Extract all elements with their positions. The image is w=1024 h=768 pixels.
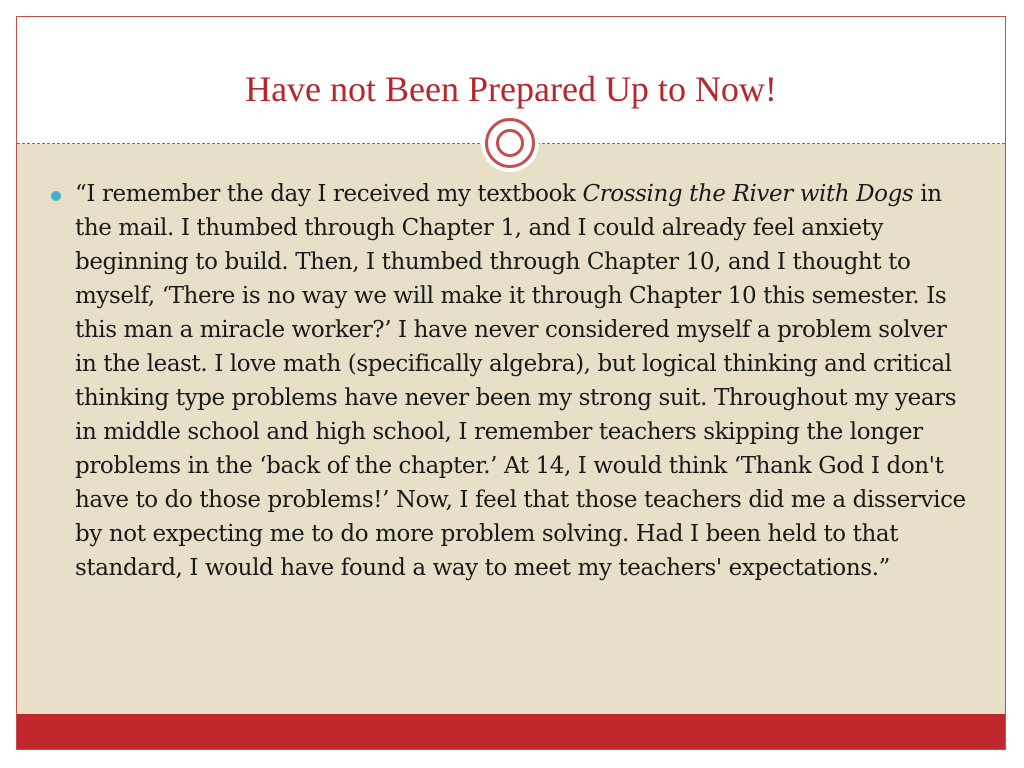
quote-text [75, 177, 970, 585]
slide-title: Have not Been Prepared Up to Now! [245, 69, 777, 109]
footer-bar [17, 714, 1005, 749]
ring-ornament-icon [485, 118, 535, 168]
bullet-dot-icon [51, 191, 61, 201]
quote-part-2: in the mail. I thumbed through Chapter 1, and I could already feel anxiety beginning to build. Then, I thumbed through Chapter 10, and I thought to myself, ‘There is no way we will make it through Chapter 10 this semester. Is this man a miracle worker?’ I have never considered myself a problem solver in the least. I love math (specifically algebra), but logical thinking and critical thinking type problems have never been my strong suit. Throughout my years in middle school and high school, I remember teachers skipping the longer problems in the ‘back of the chapter.’ At 14, I would think ‘Thank God I don't have to do those problems!’ Now, I feel that those teachers did me a disservice by not expecting me to do more problem solving. Had I been held to that standard, I would have found a way to meet my teachers' expectations.” [75, 181, 966, 581]
quote-part-1: “I remember the day I received my textbook [75, 181, 583, 207]
slide [16, 16, 1006, 750]
inner-ring-icon [496, 129, 524, 157]
book-title: Crossing the River with Dogs [582, 181, 914, 207]
